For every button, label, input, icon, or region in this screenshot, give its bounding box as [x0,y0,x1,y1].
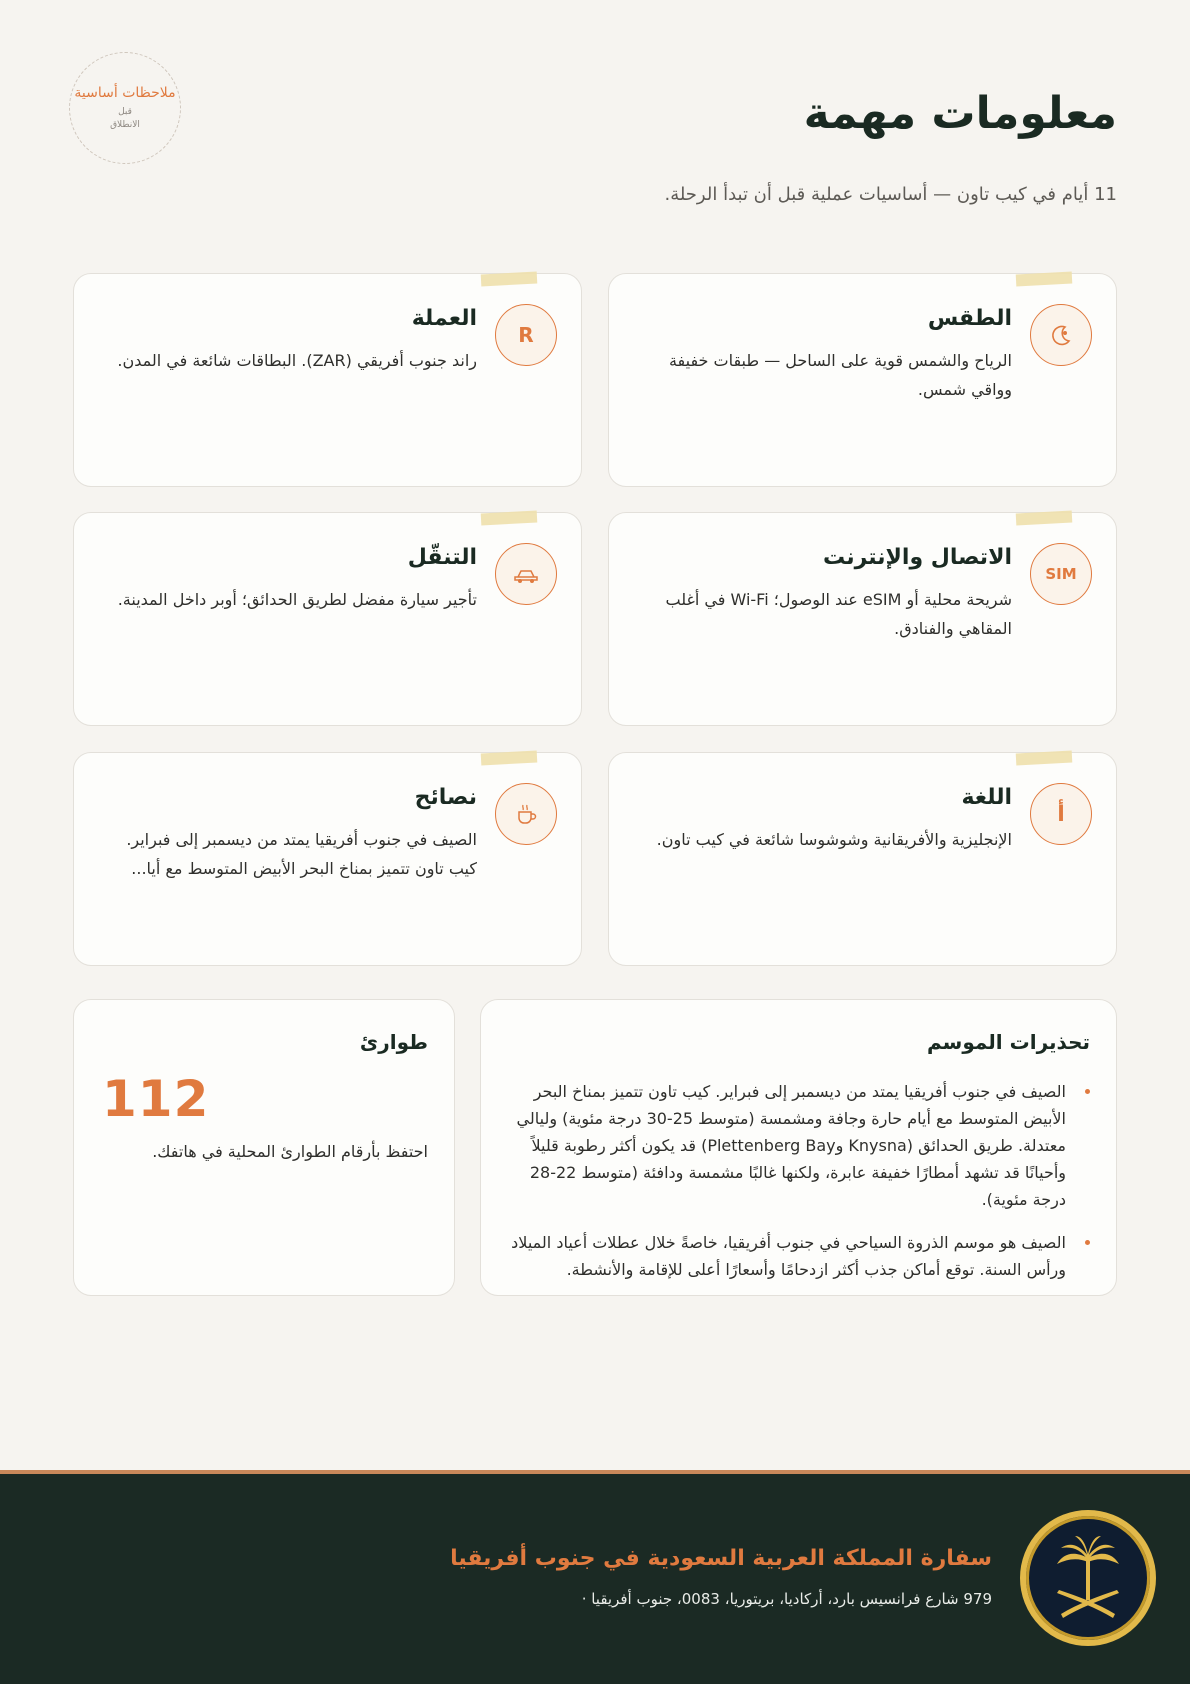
tape-decoration [481,751,538,766]
list-item [500,1229,1090,1283]
stamp-badge [69,52,181,164]
emergency-text: احتفظ بأرقام الطوارئ المحلية في هاتفك. [152,1142,428,1161]
card-text: الإنجليزية والأفريقانية وشوشوسا شائعة في كيب تاون. [656,830,1012,849]
stamp-line-1: ملاحظات أساسية [74,85,176,101]
page-subtitle: 11 أيام في كيب تاون — أساسيات عملية قبل أن تبدأ الرحلة. [664,184,1117,205]
card-title: التنقّل [407,545,477,570]
stamp-line-3: الانطلاق [110,120,140,130]
stamp-line-2: قبل [118,107,132,117]
card-tips [73,752,582,966]
card-title: العملة [411,306,477,331]
sim-icon: SIM [1030,543,1092,605]
tape-decoration [1016,751,1073,766]
tape-decoration [1016,511,1073,526]
card-connectivity [608,512,1117,726]
card-title: اللغة [961,785,1012,810]
card-text: شريحة محلية أو eSIM عند الوصول؛ Wi-Fi في أغلب المقاهي والفنادق. [665,590,1012,638]
embassy-name: سفارة المملكة العربية السعودية في جنوب أفريقيا [450,1546,992,1571]
card-title: الطقس [927,306,1012,331]
season-warnings-card [480,999,1117,1296]
language-icon: أ [1030,783,1092,845]
card-currency [73,273,582,487]
sun-moon-icon [1030,304,1092,366]
card-text: راند جنوب أفريقي (ZAR). البطاقات شائعة في المدن. [117,351,477,370]
warnings-title: تحذيرات الموسم [926,1030,1090,1054]
tape-decoration [481,272,538,287]
warning-text: الصيف في جنوب أفريقيا يمتد من ديسمبر إلى فبراير. كيب تاون تتميز بمناخ البحر الأبيض المتوسط مع أيام حارة وجافة ومشمسة (متوسط 25-30 درجة مئوية) وليالي معتدلة. طريق الحدائق (Knysna وPlettenberg Bay) قد يكون أكثر رطوبة قليلاً وأحيانًا قد تشهد أمطارًا خفيفة عابرة، ولكنها غالبًا مشمسة ودافئة (متوسط 22-28 درجة مئوية). [516,1082,1066,1209]
saudi-emblem-icon [1020,1510,1156,1646]
card-transport [73,512,582,726]
car-icon [495,543,557,605]
tape-decoration [481,511,538,526]
emergency-number: 112 [102,1070,210,1128]
card-text: الصيف في جنوب أفريقيا يمتد من ديسمبر إلى فبراير. كيب تاون تتميز بمناخ البحر الأبيض المتوسط مع أيا... [126,830,477,878]
coffee-icon [495,783,557,845]
card-text: تأجير سيارة مفضل لطريق الحدائق؛ أوبر داخل المدينة. [117,590,477,609]
list-item [500,1078,1090,1213]
card-text: الرياح والشمس قوية على الساحل — طبقات خفيفة وواقي شمس. [668,351,1012,399]
card-weather [608,273,1117,487]
embassy-address: 979 شارع فرانسيس بارد، أركاديا، بريتوريا، 0083، جنوب أفريقيا · [581,1590,992,1608]
emergency-card [73,999,455,1296]
emergency-title: طوارئ [359,1030,428,1054]
footer [0,1474,1190,1684]
page-title: معلومات مهمة [803,88,1117,139]
bullet-dot [1085,1089,1090,1094]
bullet-dot [1085,1240,1090,1245]
warnings-list [500,1078,1090,1299]
tape-decoration [1016,272,1073,287]
card-language [608,752,1117,966]
card-title: الاتصال والإنترنت [823,545,1012,570]
warning-text: الصيف هو موسم الذروة السياحي في جنوب أفريقيا، خاصةً خلال عطلات أعياد الميلاد ورأس السنة. توقع أماكن جذب أكثر ازدحامًا وأسعارًا أعلى للإقامة والأنشطة. [511,1233,1066,1279]
card-title: نصائح [414,785,477,810]
currency-icon: R [495,304,557,366]
